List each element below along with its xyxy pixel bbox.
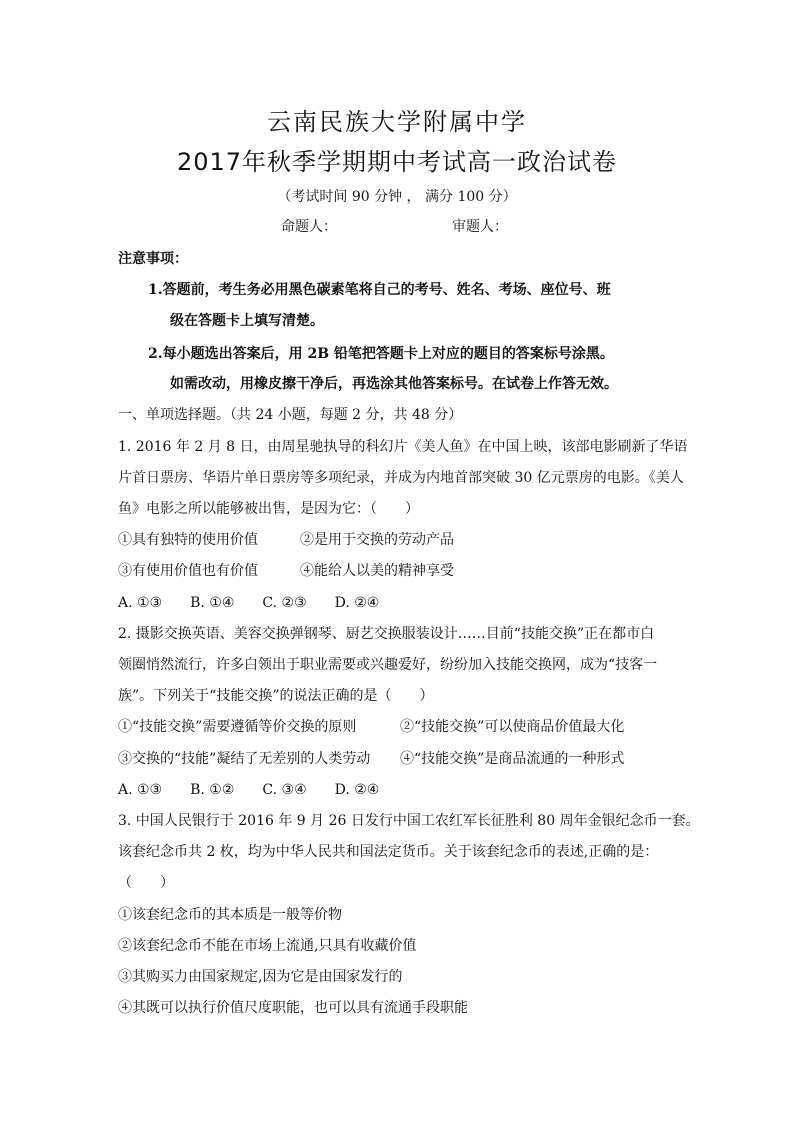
exam-title: 2017年秋季学期期中考试高一政治试卷 [176, 148, 618, 176]
q1-answer-choices: A. ①③ B. ①④ C. ②③ D. ②④ [118, 595, 380, 611]
exam-info: （考试时间 90 分钟 ， 满分 100 分） [277, 189, 517, 205]
notice-item-2-line-1: 2.每小题选出答案后，用 2B 铅笔把答题卡上对应的题目的答案标号涂黑。 [148, 346, 614, 362]
reviewer-label: 审题人： [452, 219, 508, 235]
q2-line-3: 族”。下列关于“技能交换”的说法正确的是（ ） [118, 688, 434, 704]
q1-option-3: ③有使用价值也有价值 [118, 563, 258, 579]
q2-option-4: ④“技能交换”是商品流通的一种形式 [400, 751, 625, 767]
q1-option-2: ②是用于交换的劳动产品 [300, 532, 454, 548]
q3-option-2: ②该套纪念币不能在市场上流通,只具有收藏价值 [118, 938, 417, 954]
q3-line-2: 该套纪念币共 2 枚，均为中华人民共和国法定货币。关于该套纪念币的表述,正确的是： [118, 844, 659, 860]
q3-line-1: 3. 中国人民银行于 2016 年 9 月 26 日发行中国工农红军长征胜利 80 周年金银纪念币一套。 [118, 813, 700, 829]
q1-line-2: 片首日票房、华语片单日票房等多项纪录，并成为内地首部突破 30 亿元票房的电影。《美人 [118, 470, 684, 486]
q1-option-1: ①具有独特的使用价值 [118, 532, 258, 548]
q2-option-3: ③交换的“技能”凝结了无差别的人类劳动 [118, 751, 371, 767]
school-name: 云南民族大学附属中学 [267, 108, 527, 136]
q2-line-1: 2. 摄影交换英语、美容交换弹钢琴、厨艺交换服装设计……目前“技能交换”正在都市白 [118, 626, 655, 642]
notice-item-1-line-2: 级在答题卡上填写清楚。 [170, 313, 324, 329]
q2-line-2: 领圈悄然流行，许多白领出于职业需要或兴趣爱好，纷纷加入技能交换网，成为“技客一 [118, 657, 658, 673]
q1-line-3: 鱼》电影之所以能够被出售，是因为它：（ ） [118, 501, 419, 517]
section-1-heading: 一、单项选择题。（共 24 小题，每题 2 分，共 48 分） [118, 407, 463, 423]
q1-line-1: 1. 2016 年 2 月 8 日，由周星驰执导的科幻片《美人鱼》在中国上映，该部电影刷新了华语 [118, 439, 688, 455]
q3-option-1: ①该套纪念币的其本质是一般等价物 [118, 907, 342, 923]
q2-option-2: ②“技能交换”可以使商品价值最大化 [400, 719, 625, 735]
notice-item-1-line-1: 1.答题前，考生务必用黑色碳素笔将自己的考号、姓名、考场、座位号、班 [148, 282, 611, 298]
q1-option-4: ④能给人以美的精神享受 [300, 563, 454, 579]
q3-option-4: ④其既可以执行价值尺度职能，也可以具有流通手段职能 [118, 1000, 468, 1016]
q2-answer-choices: A. ①③ B. ①② C. ③④ D. ②④ [118, 782, 380, 798]
q2-option-1: ①“技能交换”需要遵循等价交换的原则 [118, 719, 357, 735]
q3-line-3: （ ） [118, 875, 174, 891]
setter-label: 命题人： [281, 219, 337, 235]
notice-item-2-line-2: 如需改动，用橡皮擦干净后，再选涂其他答案标号。在试卷上作答无效。 [170, 376, 618, 392]
q3-option-3: ③其购买力由国家规定,因为它是由国家发行的 [118, 969, 403, 985]
notice-title: 注意事项： [118, 251, 188, 267]
